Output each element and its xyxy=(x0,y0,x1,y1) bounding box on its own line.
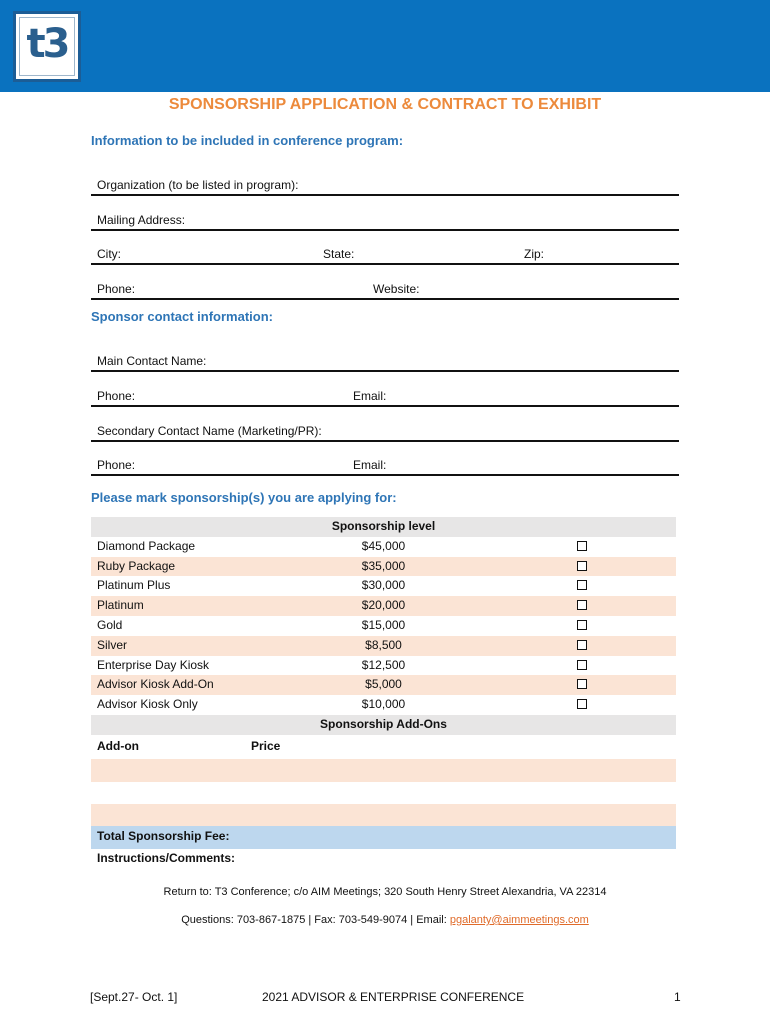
zip-label: Zip: xyxy=(524,247,545,261)
package-row xyxy=(91,537,676,557)
package-row xyxy=(91,675,676,695)
addon-columns xyxy=(91,737,676,759)
contact-phone-label: Phone: xyxy=(97,389,136,403)
package-checkbox[interactable] xyxy=(577,561,587,571)
addon-entry-row[interactable] xyxy=(91,759,676,782)
package-name: Gold xyxy=(97,617,123,632)
addons-header-label: Sponsorship Add-Ons xyxy=(320,716,447,731)
package-row xyxy=(91,695,676,715)
mailing-address-label: Mailing Address: xyxy=(97,213,186,227)
package-name: Advisor Kiosk Add-On xyxy=(97,677,214,692)
price-column-label: Price xyxy=(251,739,281,753)
package-row xyxy=(91,576,676,596)
secondary-contact-field[interactable] xyxy=(91,422,679,442)
website-label: Website: xyxy=(373,282,420,296)
addon-entry-row[interactable] xyxy=(91,804,676,827)
contact-email-label: Email: xyxy=(353,389,387,403)
phone-label: Phone: xyxy=(97,282,136,296)
secondary-phone-label: Phone: xyxy=(97,458,136,472)
package-price: $8,500 xyxy=(365,637,402,652)
package-name: Platinum Plus xyxy=(97,578,171,593)
package-name: Advisor Kiosk Only xyxy=(97,697,198,712)
city-label: City: xyxy=(97,247,121,261)
package-checkbox[interactable] xyxy=(577,580,587,590)
sponsorship-heading: Please mark sponsorship(s) you are applying for: xyxy=(91,490,397,505)
main-contact-field[interactable] xyxy=(91,352,679,372)
city-state-zip-field[interactable] xyxy=(91,245,679,265)
footer-conference: 2021 ADVISOR & ENTERPRISE CONFERENCE xyxy=(262,990,525,1004)
logo-text: t3 xyxy=(26,21,68,67)
package-checkbox[interactable] xyxy=(577,541,587,551)
package-row xyxy=(91,656,676,676)
package-name: Ruby Package xyxy=(97,558,176,573)
main-contact-label: Main Contact Name: xyxy=(97,354,207,368)
header-banner xyxy=(0,0,770,92)
footer-page-number: 1 xyxy=(674,990,681,1004)
package-price: $5,000 xyxy=(365,677,402,692)
secondary-email-label: Email: xyxy=(353,458,387,472)
package-price: $10,000 xyxy=(361,697,406,712)
package-checkbox[interactable] xyxy=(577,640,587,650)
package-row xyxy=(91,557,676,577)
sponsorship-level-header xyxy=(91,517,676,537)
package-name: Diamond Package xyxy=(97,538,196,553)
secondary-phone-email-field[interactable] xyxy=(91,456,679,476)
package-row xyxy=(91,616,676,636)
footer-dates: [Sept.27- Oct. 1] xyxy=(90,990,178,1004)
total-fee-label: Total Sponsorship Fee: xyxy=(97,829,230,843)
package-name: Platinum xyxy=(97,598,144,613)
sponsorship-level-label: Sponsorship level xyxy=(331,519,436,533)
package-row xyxy=(91,596,676,616)
package-checkbox[interactable] xyxy=(577,620,587,630)
total-fee-row[interactable] xyxy=(91,826,676,849)
package-checkbox[interactable] xyxy=(577,679,587,689)
organization-field[interactable] xyxy=(91,176,679,196)
package-price: $45,000 xyxy=(361,538,406,553)
page-title: SPONSORSHIP APPLICATION & CONTRACT TO EXHIBIT xyxy=(168,96,602,113)
package-price: $12,500 xyxy=(361,657,406,672)
package-price: $15,000 xyxy=(361,617,406,632)
program-info-heading: Information to be included in conference program: xyxy=(91,133,404,148)
addons-header xyxy=(91,715,676,735)
instructions-label: Instructions/Comments: xyxy=(97,851,236,865)
contact-info-heading: Sponsor contact information: xyxy=(91,309,273,324)
package-price: $35,000 xyxy=(361,558,406,573)
addon-column-label: Add-on xyxy=(97,739,139,753)
package-row xyxy=(91,636,676,656)
contact-phone-email-field[interactable] xyxy=(91,387,679,407)
package-checkbox[interactable] xyxy=(577,699,587,709)
organization-label: Organization (to be listed in program): xyxy=(97,178,299,192)
package-checkbox[interactable] xyxy=(577,600,587,610)
package-price: $20,000 xyxy=(361,598,406,613)
package-price: $30,000 xyxy=(361,578,406,593)
package-name: Enterprise Day Kiosk xyxy=(97,657,210,672)
questions-text: Questions: 703-867-1875 | Fax: 703-549-9074 | Email: xyxy=(181,914,450,926)
secondary-contact-label: Secondary Contact Name (Marketing/PR): xyxy=(97,424,322,438)
package-name: Silver xyxy=(97,637,128,652)
mailing-address-field[interactable] xyxy=(91,211,679,231)
state-label: State: xyxy=(323,247,355,261)
phone-website-field[interactable] xyxy=(91,280,679,300)
return-address: Return to: T3 Conference; c/o AIM Meetings; 320 South Henry Street Alexandria, VA 22314 xyxy=(163,886,607,898)
t3-logo xyxy=(13,11,81,82)
sponsorship-table xyxy=(91,517,676,735)
package-checkbox[interactable] xyxy=(577,660,587,670)
email-link[interactable]: pgalanty@aimmeetings.com xyxy=(449,914,589,926)
questions-line xyxy=(0,914,770,926)
